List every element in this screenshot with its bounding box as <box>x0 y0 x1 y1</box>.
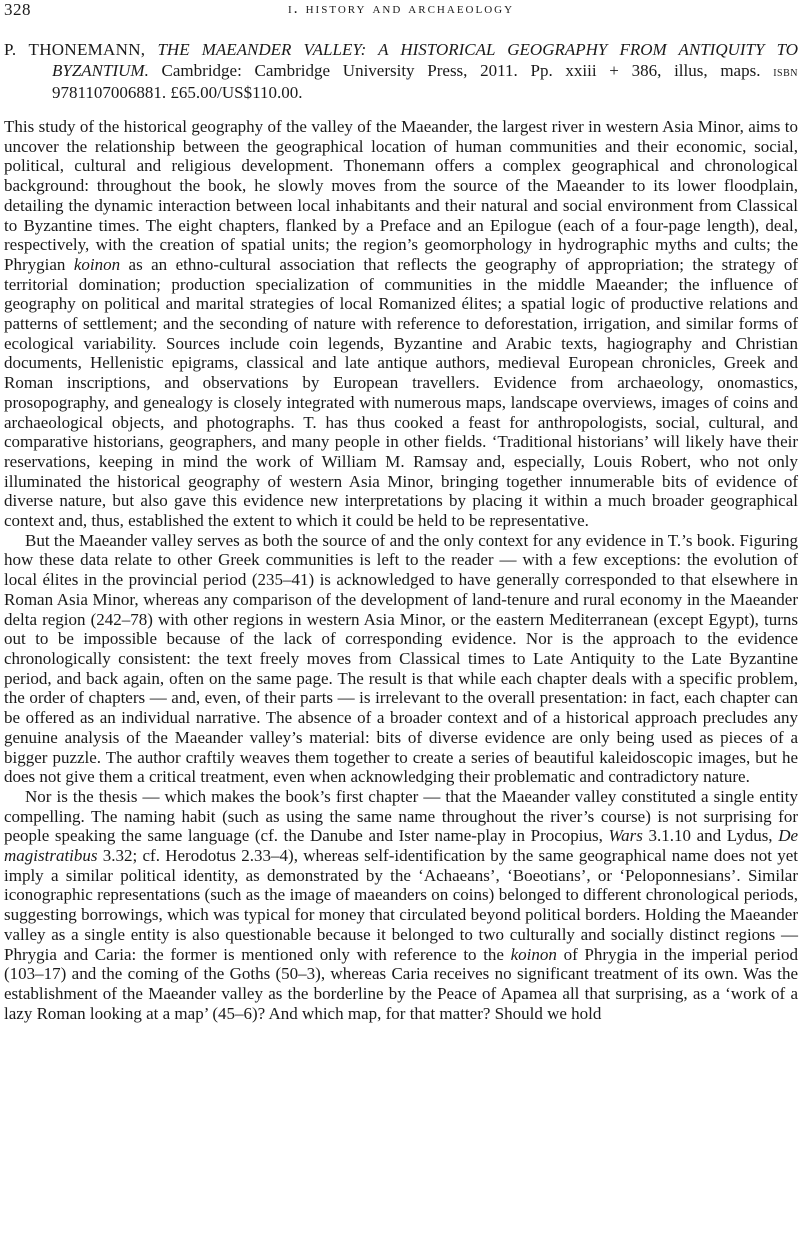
paragraph-3 <box>4 787 798 1023</box>
citation-title: THE MAEANDER VALLEY: A HISTORICAL GEOGRAPHY FROM ANTIQUITY TO BYZANTIUM. <box>52 40 799 80</box>
citation-author: P. THONEMANN, <box>4 40 146 59</box>
koinon-term-2: koinon <box>510 944 557 964</box>
paragraph-3-part-d: of Phrygia in the imperial period (103–17) and the coming of the Goths (50–3), whereas Caria receives no significant treatment of its own. Was the establishment of the Maeander valley as the borderline by the Peace of Apamea all that surprising, as a ‘work of a lazy Roman looking at a map’ (45–6)? And which map, for that matter? Should we hold <box>4 944 798 1023</box>
paragraph-1-rest: as an ethno-cultural association that reflects the geography of appropriation; the strategy of territorial domination; production specialization of communities in the middle Maeander; the influence of geography on political and marital strategies of local Romanized élites; a spatial logic of productive relations and patterns of settlement; and the seconding of nature with reference to deforestation, irrigation, and similar forms of ecological variability. Sources include coin legends, Byzantine and Arabic texts, hagiography and Christian documents, Hellenistic epigrams, classical and late antique authors, medieval European chronicles, Greek and Roman inscriptions, and observations by European travellers. Evidence from archaeology, onomastics, prosopography, and genealogy is closely integrated with numerous maps, landscape overviews, images of coins and archaeological objects, and photographs. T. has thus cooked a feast for anthropologists, social, cultural, and comparative historians, geographers, and many people in other fields. ‘Traditional historians’ will likely have their reservations, keeping in mind the work of William M. Ramsay and, especially, Louis Robert, who not only illuminated the historical geography of western Asia Minor, bringing together innumerable bits of evidence of diverse nature, but also gave this evidence new interpretations by placing it within a much broader geographical context and, thus, established the extent to which it could be held to be representative. <box>4 254 798 531</box>
paragraph-3-part-a: Nor is the thesis — which makes the book’s first chapter — that the Maeander valley constituted a single entity compelling. The naming habit (such as using the same name throughout the river’s course) is not surprising for people speaking the same language (cf. the Danube and Ister name-play in Procopius, <box>4 786 798 846</box>
review-body <box>4 117 798 1023</box>
paragraph-2: But the Maeander valley serves as both the source of and the only context for any evidence in T.’s book. Figuring how these data relate to other Greek communities is left to the reader — with a few exceptions: the evolution of local élites in the provincial period (235–41) is acknowledged to have generally corresponded to that elsewhere in Roman Asia Minor, whereas any comparison of the development of land-tenure and rural economy in the Maeander delta region (242–78) with other regions in western Asia Minor, or the eastern Mediterranean (except Egypt), turns out to be impossible because of the lack of corresponding evidence. Nor is the approach to the evidence chronologically consistent: the text freely moves from Classical times to Late Antiquity to the Late Byzantine period, and back again, often on the same page. The result is that while each chapter deals with a specific problem, the order of chapters — and, even, of their parts — is irrelevant to the overall presentation: in fact, each chapter can be offered as an individual narrative. The absence of a broader context and of a historical approach precludes any genuine analysis of the Maeander valley’s material: bits of diverse evidence are only being used as pieces of a bigger puzzle. The author craftily weaves them together to create a series of beautiful kaleidoscopic images, but he does not give them a critical treatment, even when acknowledging their problematic and contradictory nature. <box>4 530 798 787</box>
running-head <box>4 0 798 22</box>
paragraph-3-part-b: 3.1.10 and Lydus, <box>642 826 779 846</box>
citation-publisher: Cambridge: Cambridge University Press, 2011. Pp. xxiii + 386, illus, maps. <box>148 60 774 80</box>
page-number: 328 <box>4 0 31 19</box>
citation-isbn-price: 9781107006881. £65.00/US$110.00. <box>52 83 303 102</box>
wars-title: Wars <box>608 826 643 846</box>
paragraph-3-part-c: 3.32; cf. Herodotus 2.33–4), whereas self-identification by the same geographical name does not yet imply a similar political identity, as demonstrated by the ‘Achaeans’, ‘Boeotians’, or ‘Peloponnesians’. Similar iconographic representations (such as the image of maeanders on coins) belonged to different chronological periods, suggesting borrowings, which was typical for money that circulated beyond political borders. Holding the Maeander valley as a single entity is also questionable because it belonged to two culturally and socially distinct regions — Phrygia and Caria: the former is mentioned only with reference to the <box>4 846 798 964</box>
book-citation <box>4 40 798 104</box>
de-magistratibus-title: De magistratibus <box>4 826 799 866</box>
paragraph-1-text: This study of the historical geography of the valley of the Maeander, the largest river in western Asia Minor, aims to uncover the relationship between the geographical location of human communities and their economic, social, political, cultural and religious development. Thonemann offers a complex geographical and chronological background: throughout the book, he slowly moves from the source of the Maeander to its lower floodplain, detailing the dynamic interaction between local inhabitants and their natural and social environment from Classical to Byzantine times. The eight chapters, flanked by a Preface and an Epilogue (each of a four-page length), deal, respectively, with the creation of spatial units; the region’s geomorphology in hydrographic myths and cults; the Phrygian <box>4 117 798 274</box>
isbn-label: isbn <box>773 64 798 80</box>
section-title: i. history and archaeology <box>287 0 515 17</box>
paragraph-1 <box>4 117 798 531</box>
koinon-term: koinon <box>73 254 121 274</box>
